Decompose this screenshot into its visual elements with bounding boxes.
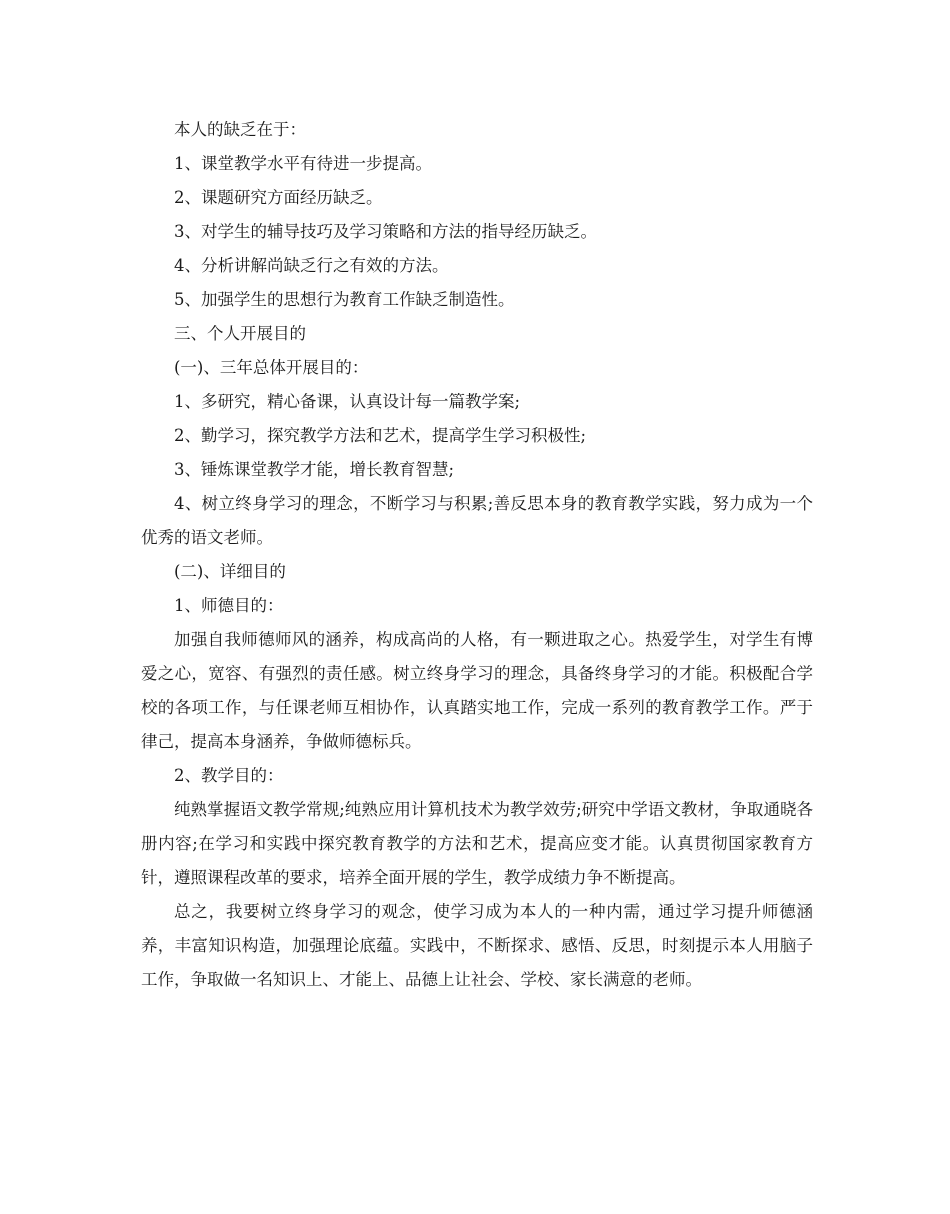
paragraph-deficiency-3: 3、对学生的辅导技巧及学习策略和方法的指导经历缺乏。 — [174, 222, 597, 241]
paragraph-deficiencies-intro: 本人的缺乏在于： — [174, 120, 306, 139]
paragraph-goal-4: 4、树立终身学习的理念，不断学习与积累;善反思本身的教育教学实践，努力成为一个优秀的语文老师。 — [141, 494, 813, 547]
subsection-heading-detailed: (二)、详细目的 — [174, 562, 286, 581]
section-heading-goals: 三、个人开展目的 — [174, 324, 306, 343]
paragraph-goal-3: 3、锤炼课堂教学才能，增长教育智慧; — [174, 460, 455, 479]
paragraph-deficiency-4: 4、分析讲解尚缺乏行之有效的方法。 — [174, 256, 449, 275]
document-body — [141, 113, 813, 997]
heading-teaching-goal: 2、教学目的： — [174, 766, 284, 785]
paragraph-deficiency-5: 5、加强学生的思想行为教育工作缺乏制造性。 — [174, 290, 515, 309]
paragraph-ethics-goal: 加强自我师德师风的涵养，构成高尚的人格，有一颗进取之心。热爱学生，对学生有博爱之心，宽容、有强烈的责任感。树立终身学习的理念，具备终身学习的才能。积极配合学校的各项工作，与任课老师互相协作，认真踏实地工作，完成一系列的教育教学工作。严于律己，提高本身涵养，争做师德标兵。 — [141, 630, 813, 751]
heading-ethics-goal: 1、师德目的： — [174, 596, 284, 615]
paragraph-deficiency-1: 1、课堂教学水平有待进一步提高。 — [174, 154, 432, 173]
paragraph-goal-2: 2、勤学习，探究教学方法和艺术，提高学生学习积极性; — [174, 426, 587, 445]
subsection-heading-three-year: (一)、三年总体开展目的： — [174, 358, 369, 377]
paragraph-deficiency-2: 2、课题研究方面经历缺乏。 — [174, 188, 383, 207]
paragraph-goal-1: 1、多研究，精心备课，认真设计每一篇教学案; — [174, 392, 521, 411]
paragraph-teaching-goal: 纯熟掌握语文教学常规;纯熟应用计算机技术为教学效劳;研究中学语文教材，争取通晓各册内容;在学习和实践中探究教育教学的方法和艺术，提高应变才能。认真贯彻国家教育方针，遵照课程改革的要求，培养全面开展的学生，教学成绩力争不断提高。 — [141, 800, 813, 887]
paragraph-conclusion: 总之，我要树立终身学习的观念，使学习成为本人的一种内需，通过学习提升师德涵养，丰富知识构造，加强理论底蕴。实践中，不断探求、感悟、反思，时刻提示本人用脑子工作，争取做一名知识上、才能上、品德上让社会、学校、家长满意的老师。 — [141, 902, 813, 989]
